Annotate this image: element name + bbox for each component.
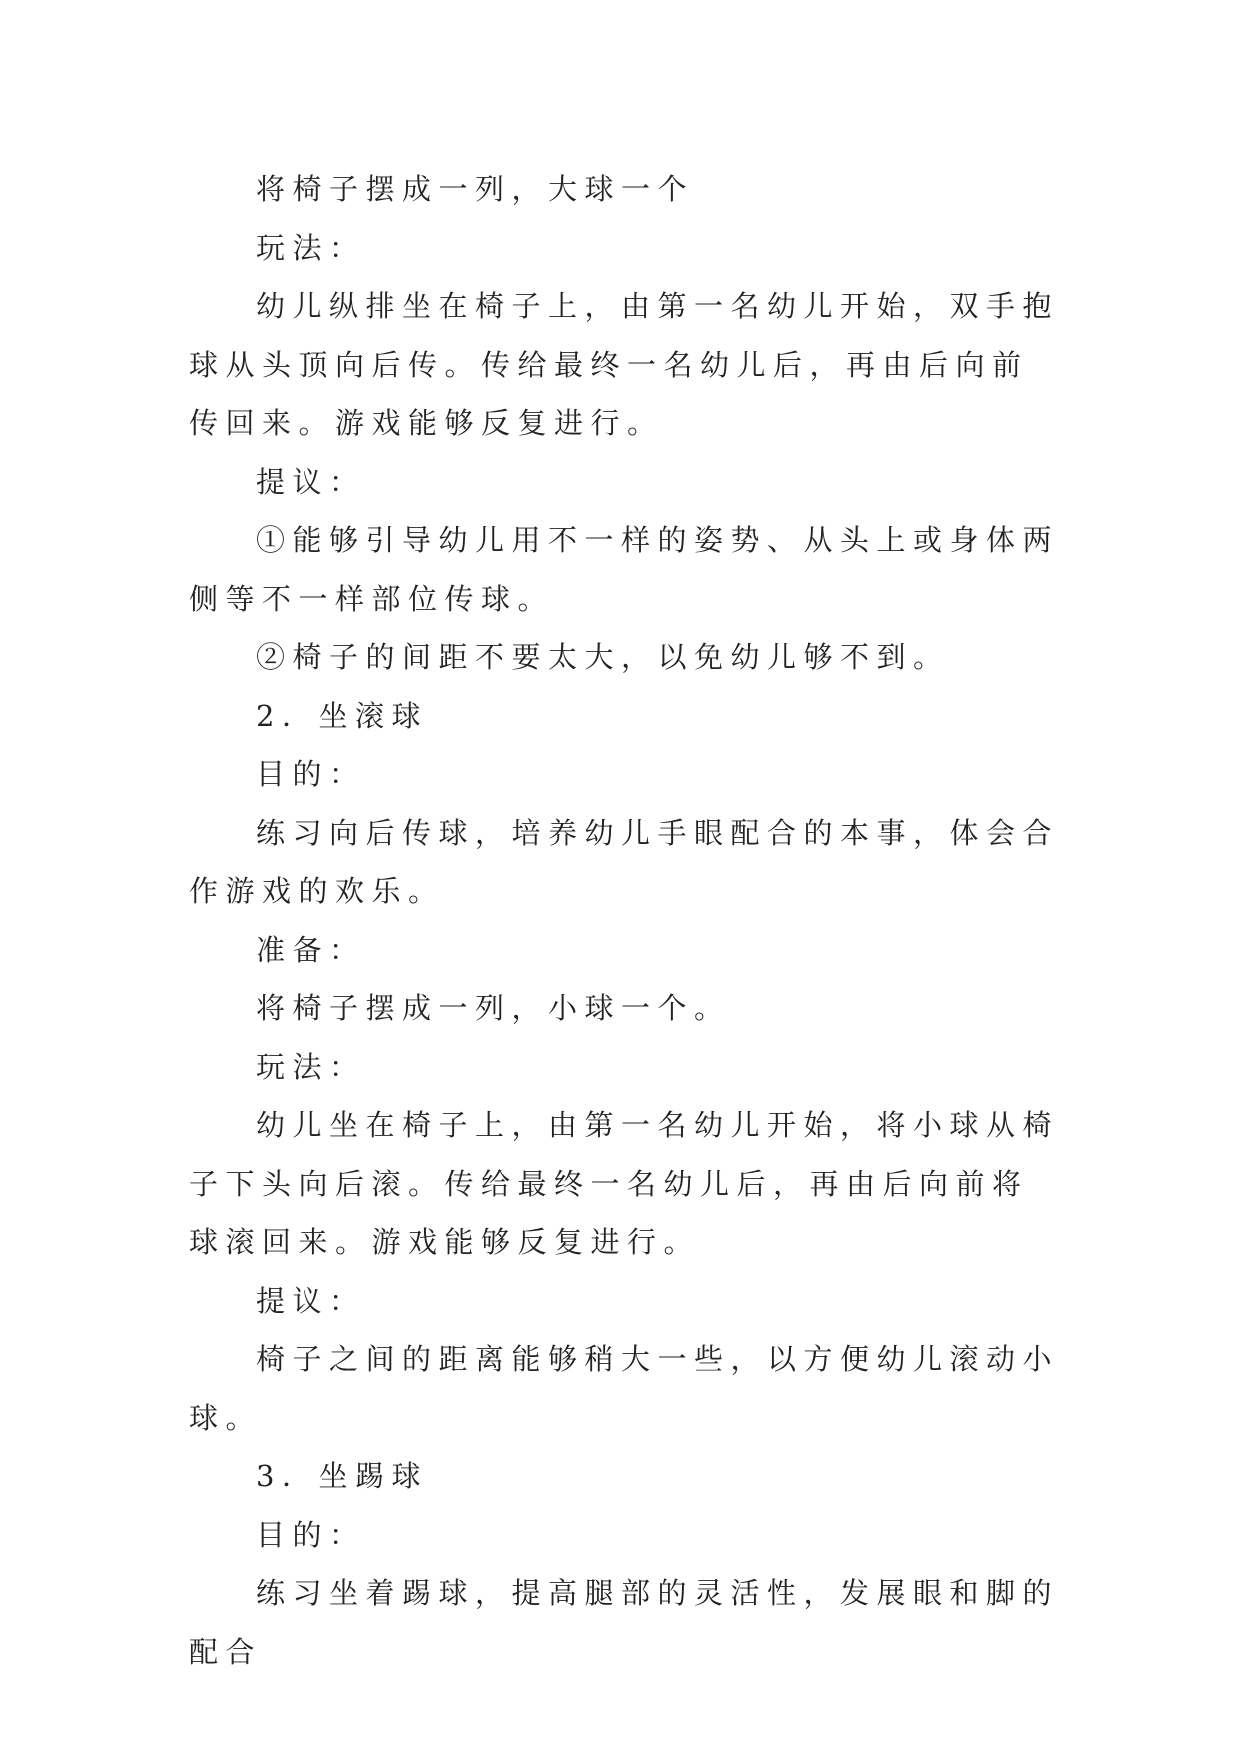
paragraph-roll-ball-method: 幼儿坐在椅子上，由第一名幼儿开始，将小球从椅子下头向后滚。传给最终一名幼儿后，再由后向前将球滚回来。游戏能够反复进行。 [189, 1108, 1060, 1259]
paragraph-chair-ball-preparation: 将椅子摆成一列，大球一个 [256, 172, 695, 206]
paragraph-kick-ball-purpose: 练习坐着踢球，提高腿部的灵活性，发展眼和脚的配合 [189, 1576, 1060, 1669]
heading-preparation: 准备： [256, 932, 366, 967]
paragraph-suggestion-2: ②椅子的间距不要太大，以免幼儿够不到。 [256, 640, 950, 674]
section-title-sit-roll-ball: 2．坐滚球 [256, 698, 428, 733]
paragraph-roll-ball-purpose: 练习向后传球，培养幼儿手眼配合的本事，体会合作游戏的欢乐。 [189, 815, 1060, 908]
section-title-sit-kick-ball: 3．坐踢球 [256, 1459, 428, 1493]
paragraph-roll-ball-preparation: 将椅子摆成一列，小球一个。 [256, 991, 731, 1025]
heading-suggestion: 提议： [256, 1283, 366, 1318]
paragraph-roll-ball-suggestion: 椅子之间的距离能够稍大一些，以方便幼儿滚动小球。 [189, 1342, 1060, 1435]
paragraph-suggestion-1: ①能够引导幼儿用不一样的姿势、从头上或身体两侧等不一样部位传球。 [189, 523, 1060, 616]
paragraph-pass-ball-method: 幼儿纵排坐在椅子上，由第一名幼儿开始，双手抱球从头顶向后传。传给最终一名幼儿后，再由后向前传回来。游戏能够反复进行。 [189, 289, 1060, 440]
heading-purpose: 目的： [256, 757, 366, 791]
heading-purpose: 目的： [256, 1517, 366, 1552]
heading-play-method: 玩法： [256, 230, 366, 265]
heading-suggestion: 提议： [256, 464, 366, 499]
heading-play-method: 玩法： [256, 1049, 366, 1084]
document-body [189, 160, 1061, 1681]
